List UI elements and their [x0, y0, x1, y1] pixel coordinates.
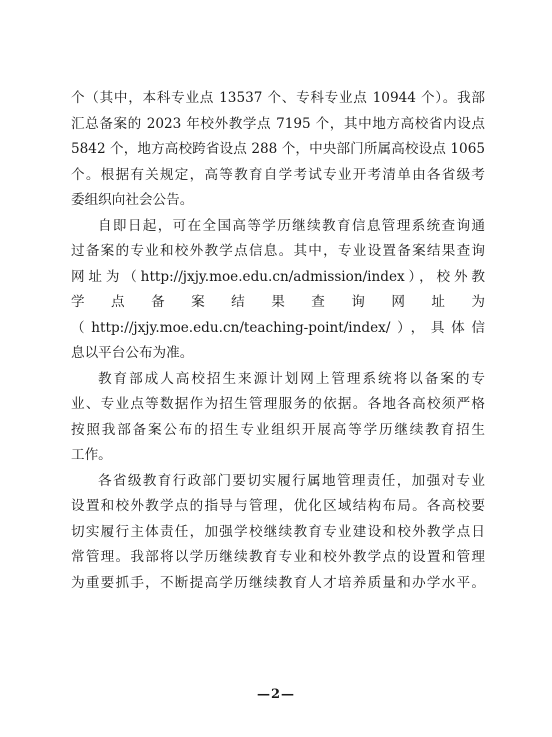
text-line: 个。根据有关规定，高等教育自学考试专业开考清单由各省级考: [71, 166, 485, 183]
text-line: 学 点 备 案 结 果 查 询 网 址 为: [71, 294, 485, 310]
text-line: 工作。: [71, 447, 112, 463]
text-line: 切实履行主体责任，加强学校继续教育专业建设和校外教学点日: [71, 523, 485, 540]
text-line: 按照我部备案公布的招生专业组织开展高等学历继续教育招生: [71, 421, 485, 438]
text-line: 5842 个，地方高校跨省设点 288 个，中央部门所属高校设点 1065: [71, 141, 485, 157]
text-line: 个（其中，本科专业点 13537 个、专科专业点 10944 个）。我部: [71, 90, 485, 106]
text-line: 教育部成人高校招生来源计划网上管理系统将以备案的专: [98, 370, 485, 387]
text-line: 设置和校外教学点的指导与管理，优化区域结构布局。各高校要: [71, 498, 485, 514]
text-line: 自即日起，可在全国高等学历继续教育信息管理系统查询通: [98, 217, 485, 234]
document-body: [71, 86, 485, 596]
text-line: 各省级教育行政部门要切实履行属地管理责任，加强对专业: [98, 472, 485, 489]
text-line: 汇总备案的 2023 年校外教学点 7195 个，其中地方高校省内设点: [71, 115, 485, 132]
text-line: 过备案的专业和校外教学点信息。其中，专业设置备案结果查询: [71, 243, 485, 259]
paragraph-1: [71, 86, 485, 214]
paragraph-2: [71, 214, 485, 367]
admission-url-line: 网址为（http://jxjy.moe.edu.cn/admission/index），校外教: [71, 268, 485, 285]
teaching-point-url-line: （http://jxjy.moe.edu.cn/teaching-point/index/），具体信: [71, 319, 485, 336]
paragraph-4: [71, 469, 485, 597]
text-line: 为重要抓手，不断提高学历继续教育人才培养质量和办学水平。: [71, 574, 485, 591]
text-line: 息以平台公布为准。: [71, 345, 194, 361]
paragraph-3: [71, 367, 485, 469]
text-line: 常管理。我部将以学历继续教育专业和校外教学点的设置和管理: [71, 549, 485, 565]
page-number: —2—: [256, 687, 296, 702]
text-line: 业、专业点等数据作为招生管理服务的依据。各地各高校须严格: [71, 396, 485, 412]
text-line: 委组织向社会公告。: [71, 192, 194, 208]
